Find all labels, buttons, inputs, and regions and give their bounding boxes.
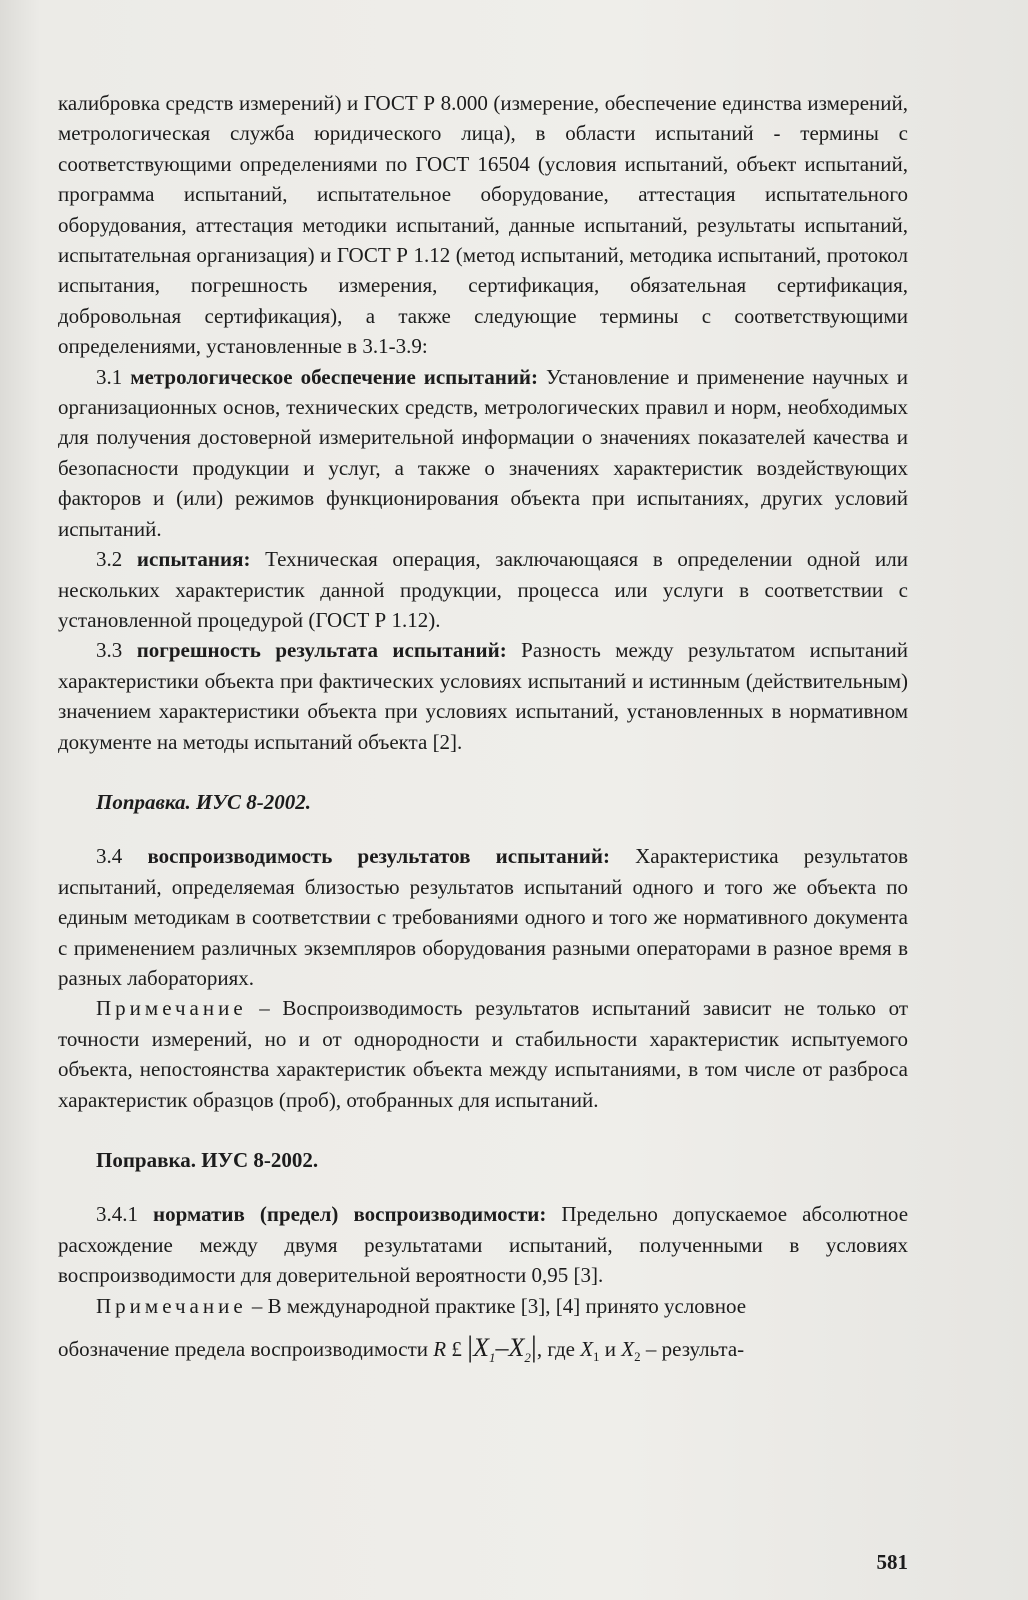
note-text: – В международной практике [3], [4] принято условное bbox=[251, 1293, 747, 1318]
formula-x1-sub: 1 bbox=[488, 1350, 496, 1366]
term-number: 3.2 bbox=[96, 547, 123, 572]
note-text: – Воспроизводимость результатов испытаний зависит не только от точности измерений, но и от однородности и стабильности характеристик испытуемого объекта, непостоянства характеристик объекта между испытаниями, в том числе от разброса характеристик образцов (проб), отобранных для испытаний. bbox=[58, 996, 909, 1112]
formula-minus: – bbox=[495, 1333, 509, 1363]
formula-suffix: – результа- bbox=[645, 1337, 745, 1362]
formula-x2-ref: X bbox=[621, 1337, 635, 1362]
formula-operator: £ bbox=[451, 1337, 462, 1362]
correction-note-2: Поправка. ИУС 8-2002. bbox=[96, 1148, 319, 1172]
page-number: 581 bbox=[876, 1550, 908, 1574]
term-definition: Техническая операция, заключающаяся в определении одной или нескольких характеристик данной продукции, процесса или услуги в соответствии с установленной процедурой (ГОСТ Р 1.12). bbox=[58, 547, 909, 632]
term-number: 3.1 bbox=[96, 364, 123, 389]
term-number: 3.4 bbox=[96, 844, 123, 869]
term-title: норматив (предел) воспроизводимости: bbox=[153, 1202, 547, 1227]
formula-prefix: обозначение предела воспроизводимости bbox=[58, 1337, 428, 1362]
formula-x1: X bbox=[473, 1333, 489, 1363]
term-definition: Предельно допускаемое абсолютное расхождение между двумя результатами испытаний, полученными в условиях воспроизводимости для доверительной вероятности 0,95 [3]. bbox=[58, 1202, 909, 1288]
note-label: Примечание bbox=[96, 996, 247, 1021]
formula-abs: $|X_1-X_2|$ bbox=[467, 1330, 537, 1366]
formula-x1-ref: X bbox=[580, 1337, 594, 1362]
term-definition: Разность между результатом испытаний характеристики объекта при фактических условиях испытаний и истинным (действительным) значением характеристики объекта при условиях испытаний, установленных в нормативном документе на методы испытаний объекта [2]. bbox=[58, 638, 909, 754]
formula-line bbox=[58, 1327, 908, 1378]
term-title: погрешность результата испытаний: bbox=[136, 638, 507, 663]
term-3-4 bbox=[58, 841, 908, 993]
note-label: Примечание bbox=[96, 1293, 247, 1318]
term-title: метрологическое обеспечение испытаний: bbox=[130, 364, 539, 389]
intro-paragraph: калибровка средств измерений) и ГОСТ Р 8.000 (измерение, обеспечение единства измерений, метрологическая служба юридического лица), в области испытаний - термины с соответствующими определениями по ГОСТ 16504 (условия испытаний, объект испытаний, программа испытаний, испытательное оборудование, аттестация испытательного оборудования, аттестация методики испытаний, данные испытаний, результаты испытаний, испытательная организация) и ГОСТ Р 1.12 (метод испытаний, методика испытаний, протокол испытания, погрешность измерения, сертификация, обязательная сертификация, добровольная сертификация), а также следующие термины с соответствующими определениями, установленные в 3.1-3.9: bbox=[58, 91, 908, 359]
term-3-3 bbox=[58, 635, 908, 757]
correction-note-1: Поправка. ИУС 8-2002. bbox=[96, 789, 311, 814]
term-definition: Установление и применение научных и организационных основ, технических средств, метрологических правил и норм, необходимых для получения достоверной измерительной информации о значениях показателей качества и безопасности продукции и услуг, а также о значениях характеристик воздействующих факторов и (или) режимов функционирования объекта при испытаниях, других условий испытаний. bbox=[58, 364, 909, 541]
formula-r: R bbox=[433, 1337, 447, 1362]
term-definition: Характеристика результатов испытаний, определяемая близостью результатов испытаний одного и того же объекта по единым методикам в соответствии с требованиями одного и того же нормативного документа с применением различных экземпляров оборудования разными операторами в разное время в разных лабораториях. bbox=[58, 844, 909, 990]
note-3-4 bbox=[58, 993, 908, 1115]
term-3-2 bbox=[58, 544, 908, 635]
term-3-4-1 bbox=[58, 1199, 908, 1290]
term-number: 3.4.1 bbox=[96, 1202, 138, 1227]
formula-and: и bbox=[604, 1337, 617, 1362]
note-3-4-1 bbox=[58, 1291, 908, 1321]
formula-x2: X bbox=[508, 1333, 525, 1363]
term-title: воспроизводимость результатов испытаний: bbox=[147, 844, 610, 869]
body-text bbox=[58, 88, 908, 1378]
formula-x2-ref-sub: 2 bbox=[634, 1349, 641, 1365]
formula-x2-sub: 2 bbox=[524, 1350, 531, 1366]
formula-x1-ref-sub: 1 bbox=[593, 1349, 600, 1365]
term-title: испытания: bbox=[136, 547, 251, 572]
formula-mid: , где bbox=[536, 1337, 575, 1362]
term-number: 3.3 bbox=[96, 638, 123, 663]
term-3-1 bbox=[58, 362, 908, 544]
